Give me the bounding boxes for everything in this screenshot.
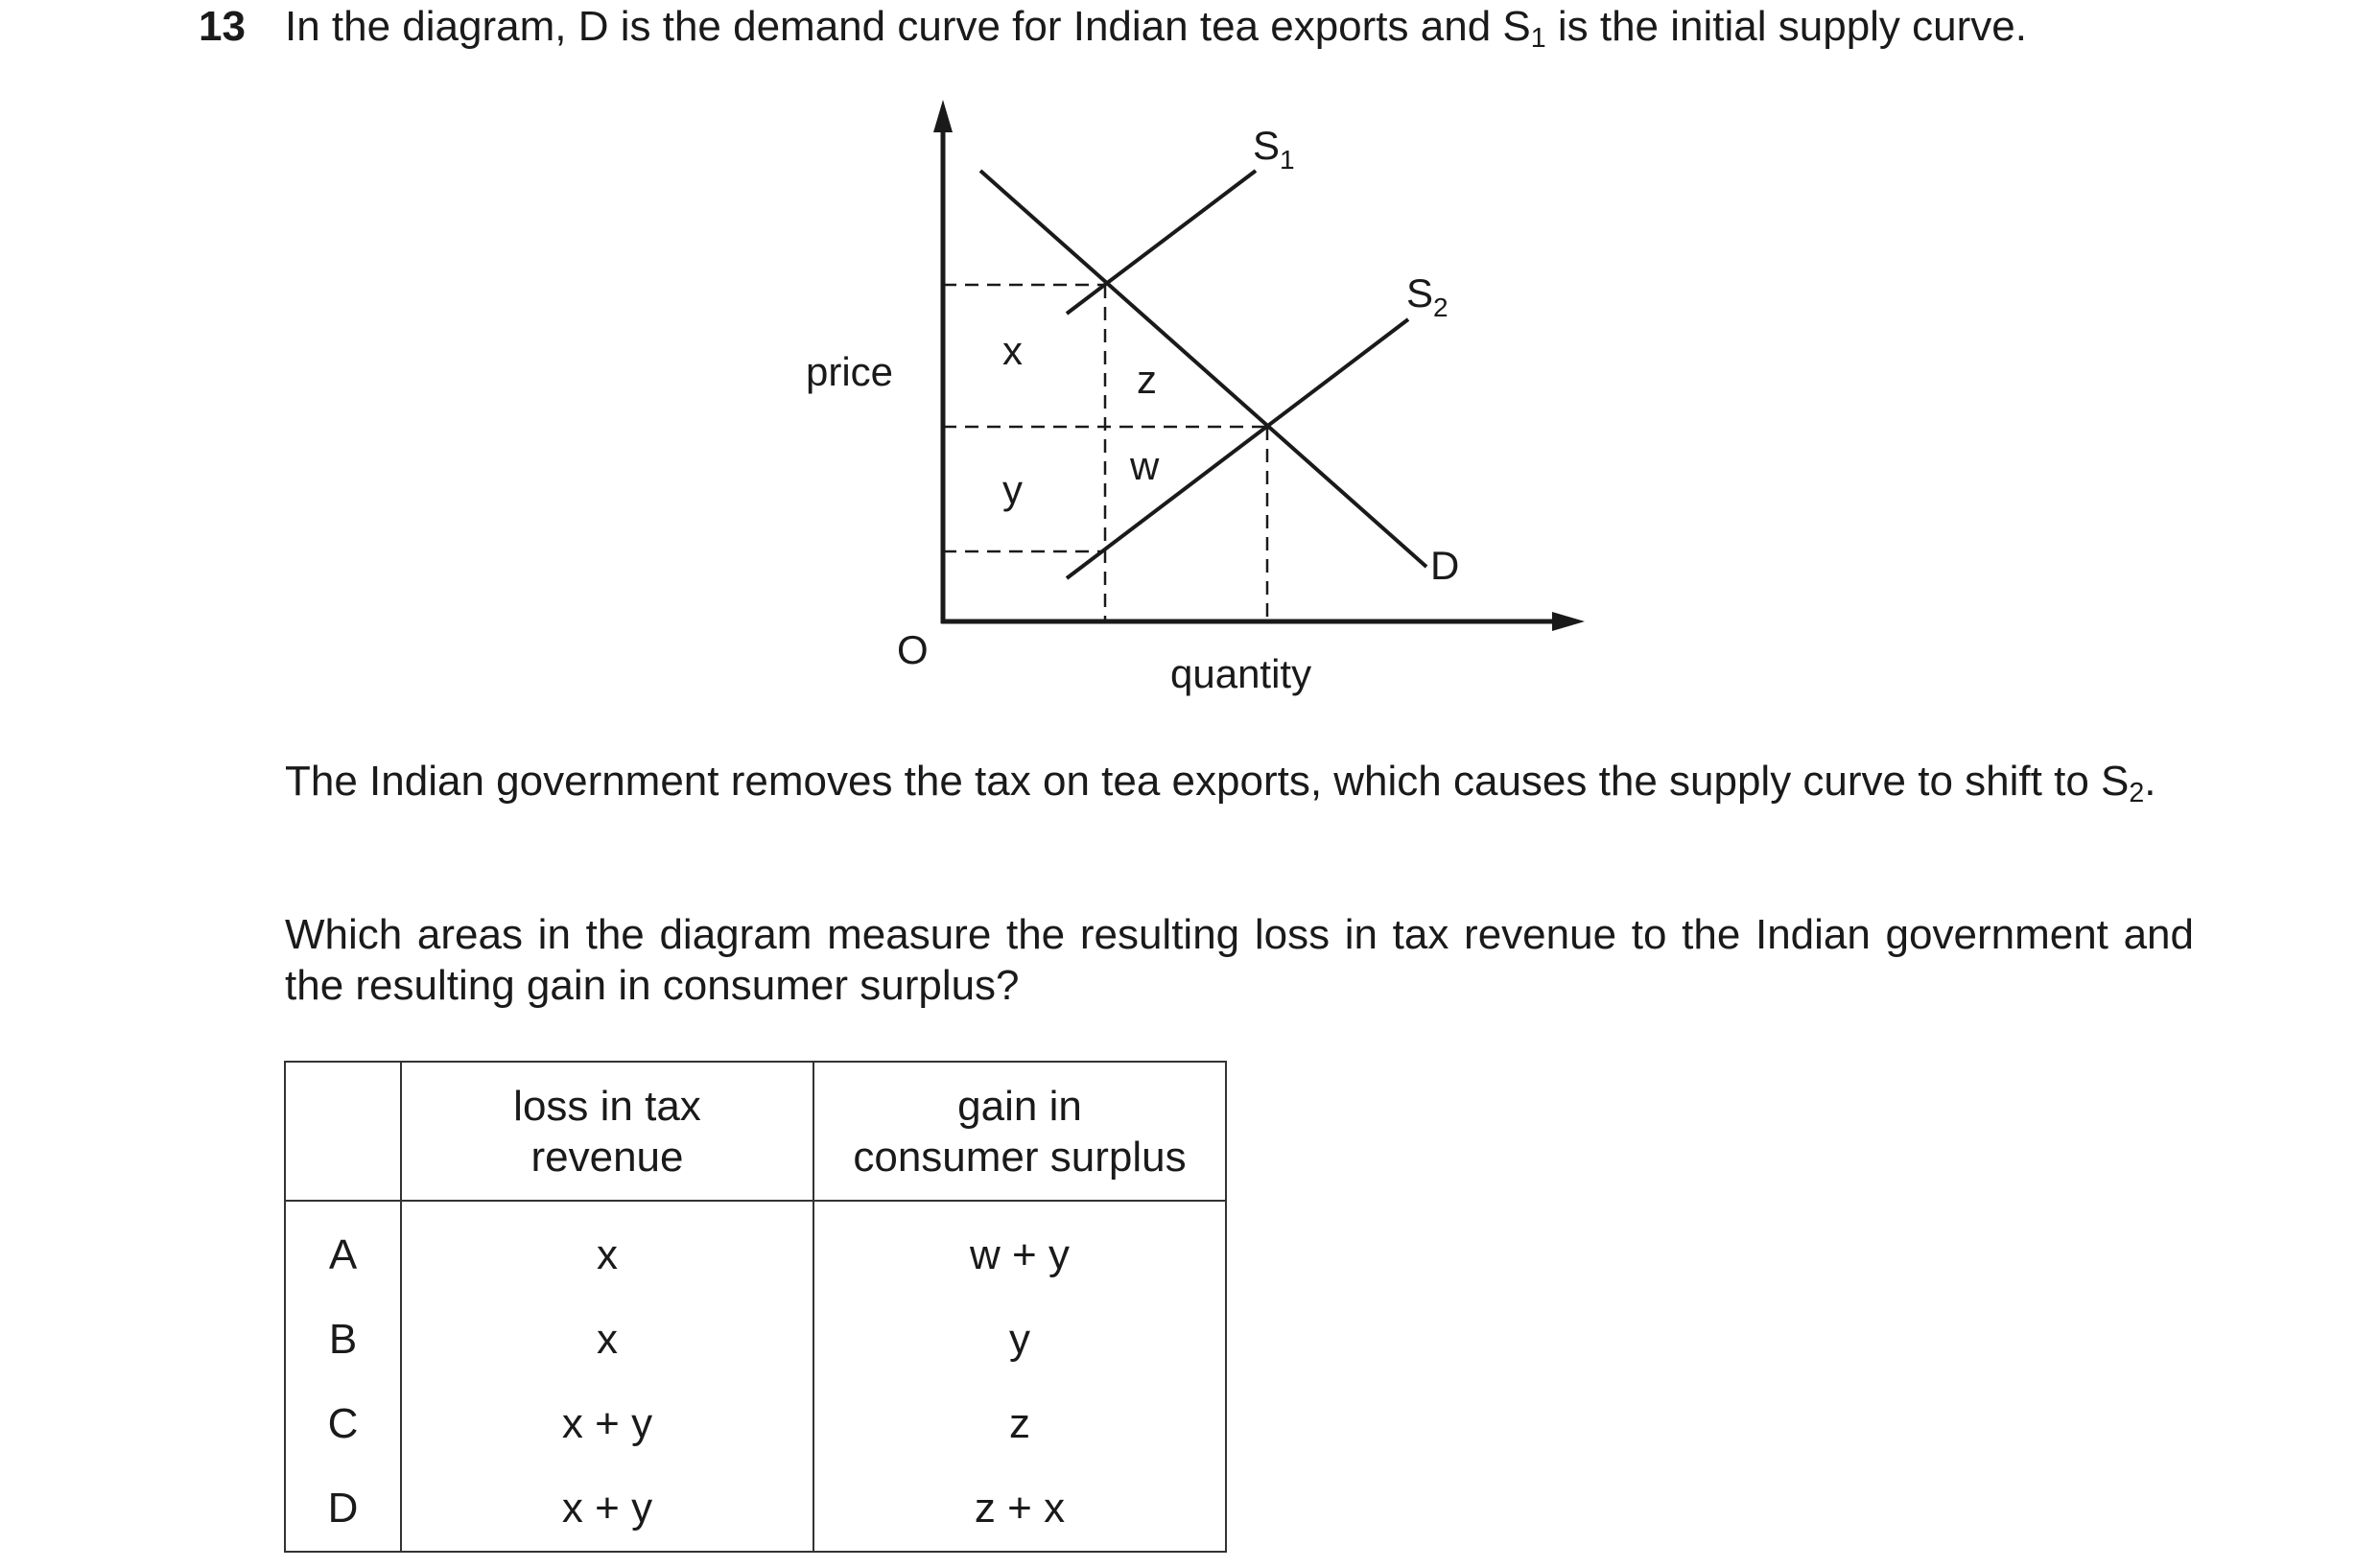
header-loss-in-tax-revenue <box>401 1062 813 1201</box>
s1-letter: S <box>1253 123 1281 168</box>
s2-label <box>1406 270 1449 322</box>
table-row[interactable] <box>285 1382 1226 1466</box>
paragraph1-text: The Indian government removes the tax on tea exports, which causes the supply curve to shift to S <box>285 758 2130 805</box>
option-loss-value: x + y <box>401 1466 813 1552</box>
paragraph1-end: . <box>2144 758 2156 805</box>
quantity-axis-label: quantity <box>1170 651 1312 696</box>
answer-options-table <box>284 1061 1227 1553</box>
s2-letter: S <box>1406 270 1434 316</box>
quantity-axis-arrowhead <box>1552 612 1585 631</box>
table-row[interactable] <box>285 1201 1226 1298</box>
option-letter: B <box>285 1298 401 1382</box>
demand-label: D <box>1430 543 1460 588</box>
origin-label: O <box>897 627 929 672</box>
supply-curve-s2 <box>1067 319 1408 578</box>
option-loss-value: x <box>401 1298 813 1382</box>
supply-demand-diagram <box>0 0 2379 748</box>
price-axis-label: price <box>806 349 894 394</box>
area-x-label: x <box>1002 328 1023 373</box>
area-w-label: w <box>1130 443 1160 488</box>
stem-subscript: 1 <box>1530 23 1546 55</box>
paragraph-question: Which areas in the diagram measure the resulting loss in tax revenue to the Indian government and the resulting gain in consumer surplus? <box>285 911 2194 1009</box>
table-header-row <box>285 1062 1226 1201</box>
option-gain-value: z + x <box>813 1466 1226 1552</box>
paragraph-tax-removal <box>285 756 2194 807</box>
s2-subscript: 2 <box>1433 293 1449 322</box>
price-axis-arrowhead <box>933 100 953 132</box>
question-number: 13 <box>199 3 246 50</box>
header-blank-cell <box>285 1062 401 1201</box>
option-letter: D <box>285 1466 401 1552</box>
option-loss-value: x <box>401 1201 813 1298</box>
table-row[interactable] <box>285 1298 1226 1382</box>
header-gain-line2: consumer surplus <box>853 1133 1187 1181</box>
demand-curve <box>980 171 1426 567</box>
header-loss-line2: revenue <box>530 1133 684 1181</box>
stem-text-end: is the initial supply curve. <box>1545 3 2027 50</box>
header-gain-line1: gain in <box>957 1082 1082 1130</box>
option-letter: A <box>285 1201 401 1298</box>
area-y-label: y <box>1002 467 1023 512</box>
option-gain-value: z <box>813 1382 1226 1466</box>
area-z-label: z <box>1137 357 1157 402</box>
header-loss-line1: loss in tax <box>513 1082 701 1130</box>
table-row[interactable] <box>285 1466 1226 1552</box>
stem-text: In the diagram, D is the demand curve for Indian tea exports and S <box>285 3 1531 50</box>
supply-curve-s1 <box>1067 171 1256 314</box>
option-loss-value: x + y <box>401 1382 813 1466</box>
paragraph1-subscript: 2 <box>2129 778 2145 809</box>
option-gain-value: w + y <box>813 1201 1226 1298</box>
s1-label <box>1253 123 1295 175</box>
option-letter: C <box>285 1382 401 1466</box>
header-gain-in-consumer-surplus <box>813 1062 1226 1201</box>
option-gain-value: y <box>813 1298 1226 1382</box>
s1-subscript: 1 <box>1280 145 1295 175</box>
